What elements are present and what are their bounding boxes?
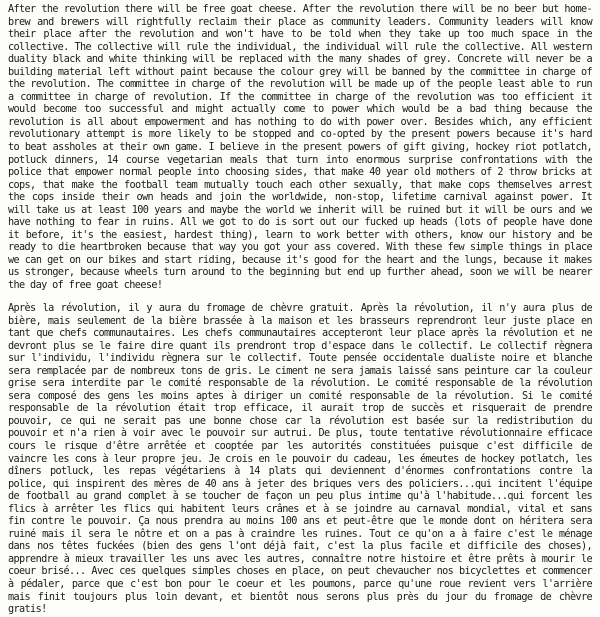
- english-paragraph: After the revolution there will be free goat cheese. After the revolution there will be no beer but home-brew and brewers will rightfully reclaim their place as community leaders. Community leaders will know their place after the revolution and won't have to be told when they take up too much space in the collective. The collective will rule the individual, the individual will rule the collective. All western duality black and white thinking will be replaced with the many shades of grey. Concrete will never be a building material left without paint because the colour grey will be banned by the committee in charge of the revolution. The committee in charge of the revolution will be made up of the people least able to run a committee in charge of revolution. If the committee in charge of the revolution was too efficient it would become too successful and might actually come to power which would be a bad thing because the revolution is all about empowerment and has nothing to do with power over. Besides which, any efficient revolutionary attempt is more likely to be stopped and co-opted by the present powers because it's hard to beat assholes at their own game. I believe in the present powers of gift giving, hockey riot potlatch, potluck dinners, 14 course vegetarian meals that turn into enormous surprise confrontations with the police that empower normal people into choosing sides, that make 40 year old mothers of 2 throw bricks at cops, that make the football team mutually touch each other sexually, that make cops themselves arrest the cops inside their own heads and join the worldwide, non-stop, lifetime carnival against power. It will take us at least 100 years and maybe the world we inherit will be ruined but it will be ours and we have nothing to fear in ruins. All we got to do is sort out our fucked up heads (lots of people have done it before, it's the easiest, hardest thing), learn to work better with others, know our history and be ready to die heartbroken because that way you got your ass covered. With these few simple things in place we can get on our bikes and start riding, because it's good for the heart and the lungs, because it makes us stronger, because wheels turn around to the beginning but end up further ahead, soon we will be nearer the day of free goat cheese!: [8, 4, 592, 292]
- french-paragraph: Après la révolution, il y aura du fromage de chèvre gratuit. Après la révolution, il n'y aura plus de bière, mais seulement de la bière brassée à la maison et les brasseurs reprendront leur juste place en tant que chefs communautaires. Les chefs communautaires accepteront leur place après la révolution et ne devront plus se le faire dire quant ils prendront trop d'espace dans le collectif. Le collectif règnera sur l'individu, l'individu règnera sur le collectif. Toute pensée occidentale dualiste noire et blanche sera remplacée par de nombreux tons de gris. Le ciment ne sera jamais laissé sans peinture car la couleur grise sera interdite par le comité responsable de la révolution. Le comité responsable de la révolution sera composé des gens les moins aptes à diriger un comité responsable de la révolution. Si le comité responsable de la révolution était trop efficace, il aurait trop de succès et risquerait de prendre pouvoir, ce qui ne serait pas une bonne chose car la révolution est basée sur la redistribution du pouvoir et n'a rien à voir avec le pouvoir sur autrui. De plus, toute tentative révolutionnaire efficace cours le risque d'être arrêtée et cooptée par les autorités constituées puisque c'est difficile de vaincre les cons à leur propre jeu. Je crois en le pouvoir du cadeau, les émeutes de hockey potlatch, les dîners potluck, les repas végétariens à 14 plats qui deviennent d'énormes confrontations contre la police, qui inspirent des mères de 40 ans à jeter des briques vers des policiers...qui incitent l'équipe de football au grand complet à se toucher de façon un peu plus intime qu'à l'habitude...qui forcent les flics à arrêter les flics qui habitent leurs crânes et à se joindre au carnaval mondial, vital et sans fin contre le pouvoir. Ça nous prendra au moins 100 ans et peut-être que le monde dont on héritera sera ruiné mais il sera le nôtre et on a pas à craindre les ruines. Tout ce qu'on a à faire c'est le ménage dans nos têtes fuckées (bien des gens l'ont déjà fait, c'est la plus facile et difficile des choses), apprendre à mieux travailler les uns avec les autres, connaître notre histoire et être prêts à mourir le coeur brisé... Avec ces quelques simples choses en place, on peut chevaucher nos bicyclettes et commencer à pédaler, parce que c'est bon pour le coeur et les poumons, parce qu'une roue revient vers l'arrière mais finit toujours plus loin devant, et bientôt nous serons plus près du jour du fromage de chèvre gratis!: [8, 303, 592, 616]
